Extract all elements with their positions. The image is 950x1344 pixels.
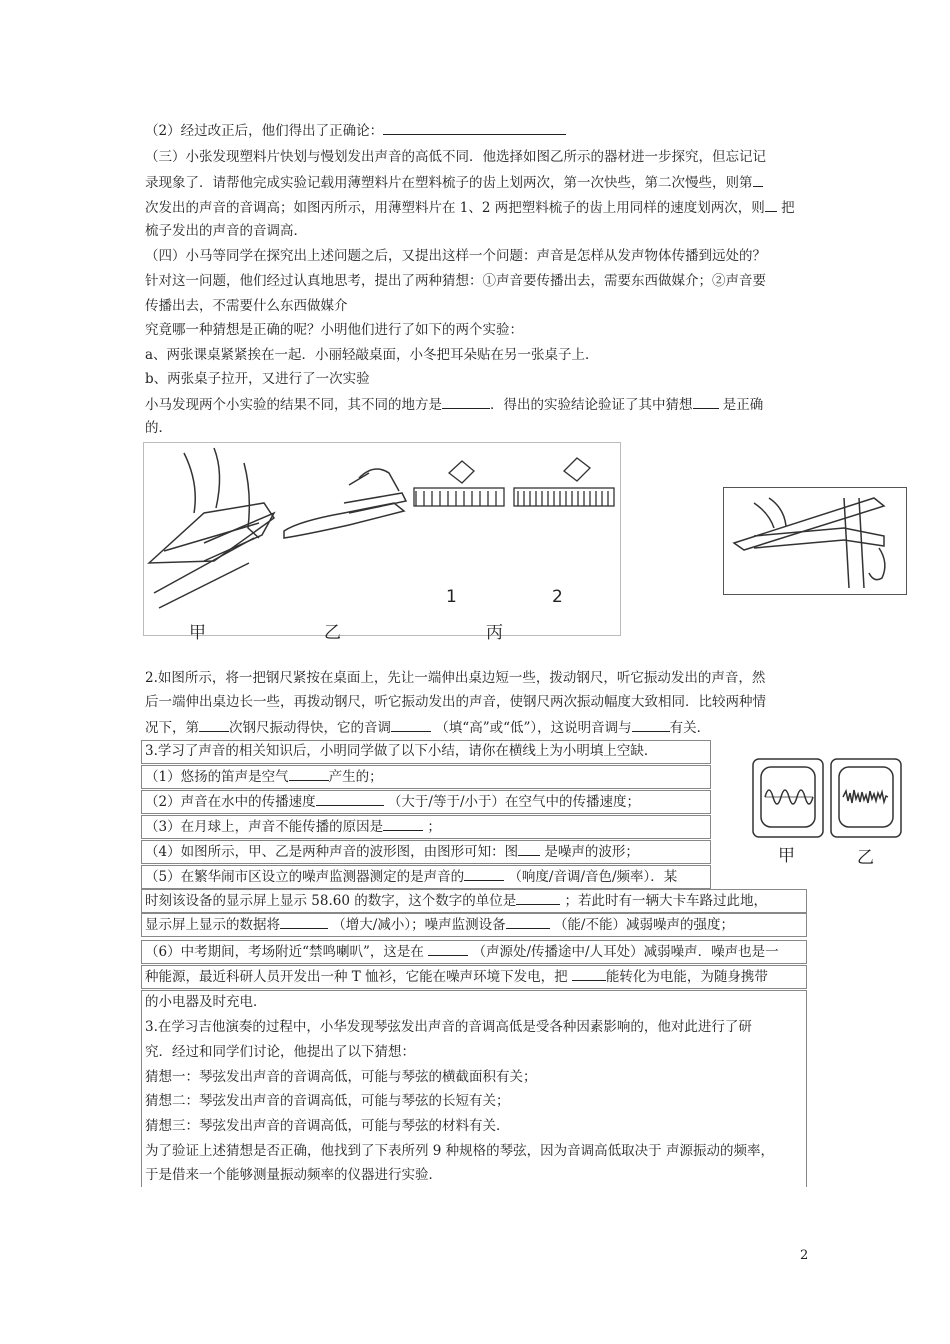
answer-blank[interactable]: [464, 866, 504, 881]
answer-blank[interactable]: [383, 816, 423, 831]
text: 针对这一问题，他们经过认真地思考，提出了两种猜想：①声音要传播出去，需要东西做媒介；②声音要: [145, 273, 766, 289]
text: 录现象了．请帮他完成实验记载用薄塑料片在塑料梳子的齿上划两次，第一次快些，第二次慢些，则第: [145, 175, 753, 191]
text: 能转化为电能，为随身携带: [605, 969, 768, 985]
text: 况下，第: [145, 720, 199, 736]
text: 显示屏上显示的数据将: [145, 917, 280, 933]
text-line: [145, 271, 766, 291]
text: 猜想一：琴弦发出声音的音调高低，可能与琴弦的横截面积有关；: [145, 1069, 537, 1085]
answer-blank[interactable]: [506, 914, 550, 929]
text-line: [145, 914, 734, 935]
text-line: [145, 816, 441, 837]
answer-blank[interactable]: [428, 941, 468, 956]
answer-blank[interactable]: [765, 197, 777, 212]
text-line: [145, 941, 779, 962]
text-line: [145, 394, 763, 415]
text: 究．经过和同学们讨论，他提出了以下猜想：: [145, 1044, 415, 1060]
text-line: [145, 692, 766, 712]
text-line: [145, 172, 763, 193]
text-line: [145, 197, 795, 218]
text: 种能源，最近科研人员开发出一种 T 恤衫，它能在噪声环境下发电，把: [145, 969, 568, 985]
comb-label-1: 1: [446, 587, 457, 607]
comb-and-hand-illustration: [284, 469, 406, 538]
text-line: [145, 1165, 442, 1185]
text-line: [145, 1067, 537, 1087]
text: 于是借来一个能够测量振动频率的仪器进行实验．: [145, 1167, 442, 1183]
figure-label-yi: 乙: [324, 623, 341, 643]
text: ；若此时有一辆大卡车路过此地，: [564, 893, 768, 909]
text-line: [145, 966, 768, 987]
text-line: [145, 1141, 774, 1161]
text: a、两张课桌紧紧挨在一起．小丽轻敲桌面，小冬把耳朵贴在另一张桌子上．: [145, 347, 599, 363]
answer-blank[interactable]: [316, 791, 384, 806]
text-line: [145, 791, 640, 812]
text: （2）声音在水中的传播速度: [145, 794, 316, 810]
comb-2-illustration: [514, 458, 614, 506]
noise-wave: [843, 790, 888, 803]
answer-blank[interactable]: [753, 172, 763, 187]
text-line: [145, 1091, 510, 1111]
text-line: [145, 147, 766, 167]
text-line: [145, 841, 639, 862]
answer-blank[interactable]: [632, 717, 670, 732]
answer-blank[interactable]: [442, 394, 490, 409]
text: （四）小马等同学在探究出上述问题之后，又提出这样一个问题：声音是怎样从发声物体传播到远处的？: [145, 248, 766, 264]
text: 产生的；: [328, 769, 383, 785]
answer-blank[interactable]: [289, 766, 329, 781]
text: （6）中考期间，考场附近“禁鸣喇叭”，这是在: [145, 944, 424, 960]
text: 后一端伸出桌边长一些，再拨动钢尺，听它振动发出的声音，使钢尺两次振动幅度大致相同．比较两种情: [145, 694, 766, 710]
text-line: [145, 120, 566, 141]
text-line: [145, 296, 348, 316]
comb-label-2: 2: [552, 587, 563, 607]
steel-ruler-illustration: [724, 488, 906, 594]
text: 2.如图所示，将一把钢尺紧按在桌面上，先让一端伸出桌边短一些，拨动钢尺，听它振动发出的声音，然: [145, 670, 766, 686]
text: 是正确: [722, 397, 764, 413]
text-line: [145, 418, 172, 438]
text-line: [145, 766, 383, 787]
answer-blank[interactable]: [391, 717, 431, 732]
text-line: [145, 1017, 752, 1037]
text: 的小电器及时充电．: [145, 994, 267, 1010]
text-line: [145, 741, 657, 761]
text-line: [145, 1116, 510, 1136]
text: （声源处/传播途中/人耳处）减弱噪声．噪声也是一: [472, 944, 779, 960]
text: 3.在学习吉他演奏的过程中，小华发现琴弦发出声音的音调高低是受各种因素影响的，他对此进行了研: [145, 1019, 752, 1035]
text-line: [145, 221, 307, 241]
wave-label-yi: 乙: [857, 848, 874, 868]
text: （4）如图所示，甲、乙是两种声音的波形图，由图形可知：图: [145, 844, 519, 860]
text: 的．: [145, 420, 172, 436]
text-line: [145, 890, 767, 911]
text: 时刻该设备的显示屏上显示 58.60 的数字，这个数字的单位是: [145, 893, 517, 909]
answer-blank[interactable]: [518, 841, 540, 856]
answer-blank[interactable]: [693, 394, 719, 409]
text: 把: [781, 200, 795, 216]
text: （5）在繁华闹市区设立的噪声监测器测定的是声音的: [145, 869, 465, 885]
text-line: [145, 345, 599, 365]
text: 次钢尺振动得快，它的音调: [229, 720, 391, 736]
text: 为了验证上述猜想是否正确，他找到了下表所列 9 种规格的琴弦，因为音调高低取决于 声源振动的频率，: [145, 1143, 774, 1159]
text: （增大/减小）；噪声监测设备: [332, 917, 506, 933]
waveform-illustration: [751, 757, 903, 842]
figure-steel-ruler: [723, 487, 907, 595]
figure-label-jia: 甲: [189, 623, 206, 643]
text: （三）小张发现塑料片快划与慢划发出声音的高低不同．他选择如图乙所示的器材进一步探究，但忘记记: [145, 149, 766, 165]
answer-blank[interactable]: [383, 120, 566, 135]
text: （大于/等于/小于）在空气中的传播速度；: [387, 794, 640, 810]
text: 3.学习了声音的相关知识后，小明同学做了以下小结，请你在横线上为小明填上空缺．: [145, 743, 658, 759]
text: （3）在月球上，声音不能传播的原因是: [145, 819, 384, 835]
text: （能/不能）减弱噪声的强度；: [553, 917, 734, 933]
text: b、两张桌子拉开，又进行了一次实验: [145, 371, 370, 387]
text-line: [145, 246, 766, 266]
answer-blank[interactable]: [280, 914, 328, 929]
answer-blank[interactable]: [199, 717, 229, 732]
text: 小马发现两个小实验的结果不同，其不同的地方是: [145, 397, 442, 413]
text-line: [145, 1042, 415, 1062]
text: ．得出的实验结论验证了其中猜想: [490, 397, 693, 413]
text-line: [145, 320, 523, 340]
text: 梳子发出的声音的音调高．: [145, 223, 307, 239]
text-line: [145, 717, 710, 738]
text-line: [145, 992, 267, 1012]
text: ；: [427, 819, 441, 835]
figure-experiments: [143, 442, 621, 643]
text: （响度/音调/音色/频率）．某: [508, 869, 678, 885]
answer-blank[interactable]: [572, 966, 606, 981]
text-line: [145, 866, 677, 887]
text: 有关．: [669, 720, 711, 736]
text: 次发出的声音的音调高；如图丙所示，用薄塑料片在 1、2 两把塑料梳子的齿上用同样的速度划两次，则: [145, 200, 765, 216]
figure-waveforms: [751, 757, 903, 868]
comb-1-illustration: [414, 461, 504, 506]
answer-blank[interactable]: [516, 890, 560, 905]
text: 究竟哪一种猜想是正确的呢？小明他们进行了如下的两个实验：: [145, 322, 523, 338]
page-number: 2: [800, 1248, 809, 1263]
figure-label-bing: 丙: [486, 623, 503, 643]
text: 传播出去，不需要什么东西做媒介: [145, 298, 348, 314]
text: （填“高”或“低”），这说明音调与: [435, 720, 632, 736]
text: （2）经过改正后，他们得出了正确论：: [145, 123, 384, 139]
text: 猜想二：琴弦发出声音的音调高低，可能与琴弦的长短有关；: [145, 1093, 510, 1109]
text-line: [145, 369, 370, 389]
text: 是噪声的波形；: [544, 844, 639, 860]
ruler-on-table-illustration: [149, 448, 274, 608]
experiment-drawing: [144, 443, 620, 635]
text-line: [145, 668, 765, 688]
text: （1）悠扬的笛声是空气: [145, 769, 289, 785]
wave-label-jia: 甲: [778, 846, 795, 866]
text: 猜想三：琴弦发出声音的音调高低，可能与琴弦的材料有关．: [145, 1118, 510, 1134]
